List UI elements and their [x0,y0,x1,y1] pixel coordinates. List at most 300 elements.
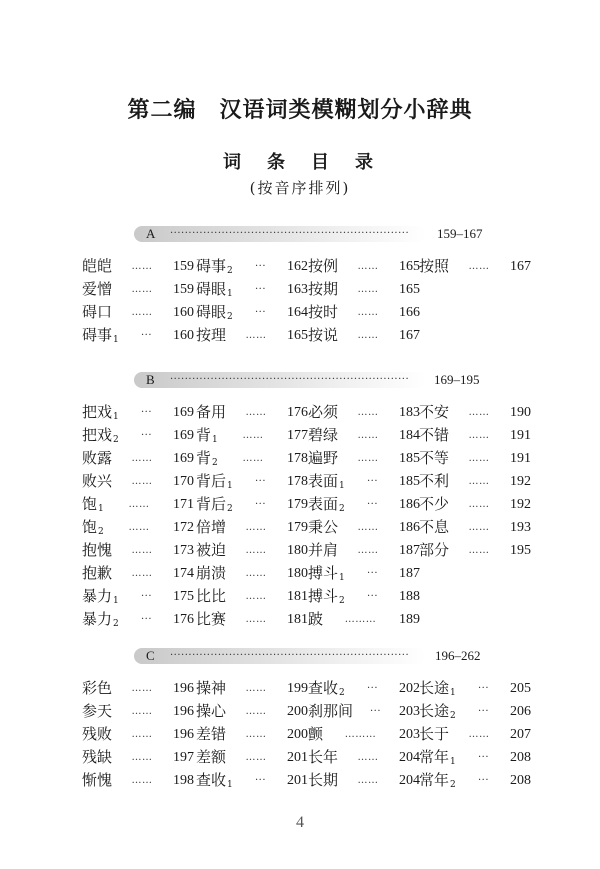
entry-word-text: 爱憎 [82,280,113,298]
entry-page: 196 [173,681,194,696]
section-page-range: 196–262 [435,648,481,663]
entry-word [419,493,449,516]
entry-word-text: 部分 [419,541,450,559]
entry-page: 160 [173,328,194,343]
entry-word [308,301,338,324]
entry-page: 177 [287,428,308,443]
entry-word [308,447,338,470]
entry-word [82,324,119,352]
entry-leader: …… [245,683,267,694]
entry-leader: …… [468,476,490,487]
entry-sense-number: 2 [450,780,456,790]
entry-word-text: 按时 [308,303,339,321]
entry-word-text: 表面 [308,472,339,490]
entry-page: 187 [399,543,420,558]
entry-page: 167 [510,259,531,274]
entry-page: 162 [287,259,308,274]
entry-sense-number: 1 [227,481,233,491]
entry-leader: …… [468,729,490,740]
index-entry [196,470,308,493]
index-entry [196,424,308,447]
entry-leader: ··· [254,775,267,786]
entry-word-text: 败露 [82,449,113,467]
entry-word-text: 按说 [308,326,339,344]
entry-leader: …… [131,545,153,556]
index-entry [308,516,420,539]
entry-leader: ··· [369,706,382,717]
entry-word [196,746,226,769]
entry-word-text: 碍眼 [196,303,227,321]
entry-word-text: 抱歉 [82,564,113,582]
entry-word-text: 不利 [419,472,450,490]
entry-word-text: 碍口 [82,303,113,321]
entry-leader: …… [357,775,379,786]
entry-leader: …… [357,261,379,272]
entry-word-text: 并肩 [308,541,339,559]
entry-word-text: 查收 [196,771,227,789]
index-entry [419,677,531,700]
entry-page: 205 [510,681,531,696]
entry-page: 169 [173,428,194,443]
entry-leader: ……… [344,614,377,625]
entry-page: 165 [287,328,308,343]
entry-sense-number: 1 [450,757,456,767]
entry-leader: …… [245,407,267,418]
entry-word [82,700,112,723]
index-entry [82,700,194,723]
entry-word [196,401,226,424]
entry-word-text: 惭愧 [82,771,113,789]
entry-leader: …… [131,476,153,487]
index-entry [196,539,308,562]
entry-page: 187 [399,566,420,581]
section-dot-leader: ································································· [170,650,410,661]
entry-page: 180 [287,566,308,581]
entry-word-text: 把戏 [82,426,113,444]
index-entry [82,516,194,539]
index-entry [308,324,420,347]
entry-word-text: 背 [196,449,212,467]
entry-leader: ··· [140,614,153,625]
index-entry [308,301,420,324]
entry-page: 208 [510,750,531,765]
entry-word-text: 饱 [82,495,98,513]
index-entry [82,401,194,424]
index-entry [308,539,420,562]
entry-page: 180 [287,543,308,558]
entry-leader: …… [131,683,153,694]
index-entry [196,401,308,424]
index-entry [419,424,531,447]
entry-leader: ··· [254,499,267,510]
entry-leader: …… [245,752,267,763]
entry-word-text: 搏斗 [308,564,339,582]
entry-page: 206 [510,704,531,719]
entry-page: 195 [510,543,531,558]
index-entry [82,677,194,700]
index-entry [419,700,531,723]
entry-word-text: 秉公 [308,518,339,536]
entry-leader: …… [131,307,153,318]
entry-leader: …… [357,430,379,441]
entry-leader: …… [245,591,267,602]
entry-leader: …… [357,407,379,418]
entry-page: 183 [399,405,420,420]
index-entry [82,255,194,278]
entry-leader: …… [357,545,379,556]
entry-word-text: 背后 [196,472,227,490]
section-page-range: 159–167 [437,226,483,241]
index-entry [419,493,531,516]
index-entry [308,562,420,585]
entry-page: 193 [510,520,531,535]
entry-leader: …… [357,752,379,763]
index-entry [82,562,194,585]
entry-page: 188 [399,589,420,604]
entry-word-text: 倍增 [196,518,227,536]
entry-sense-number: 1 [450,688,456,698]
entry-leader: ··· [477,775,490,786]
entry-page: 203 [399,727,420,742]
entry-word [196,324,226,347]
entry-leader: ··· [366,591,379,602]
entry-page: 185 [399,474,420,489]
entry-leader: ··· [140,591,153,602]
entry-word [196,700,226,723]
index-entry [308,677,420,700]
entry-word-text: 参天 [82,702,113,720]
entry-leader: …… [468,430,490,441]
entry-leader: ··· [140,430,153,441]
entry-word [308,723,323,746]
entry-leader: …… [468,453,490,464]
entry-leader: ··· [254,284,267,295]
index-entry [308,255,420,278]
entry-word [82,769,112,792]
entry-sense-number: 1 [227,289,233,299]
entry-page: 181 [287,589,308,604]
entry-leader: ··· [140,330,153,341]
entry-leader: ··· [254,307,267,318]
entry-page: 196 [173,727,194,742]
entry-word-text: 暴力 [82,587,113,605]
entry-word-text: 背后 [196,495,227,513]
entry-page: 198 [173,773,194,788]
entry-leader: ··· [477,706,490,717]
entry-word-text: 长期 [308,771,339,789]
entry-page: 189 [399,612,420,627]
entry-leader: …… [131,568,153,579]
entry-word-text: 按照 [419,257,450,275]
entry-word [82,723,112,746]
index-entry [82,424,194,447]
entry-leader: …… [245,729,267,740]
entry-leader: ··· [140,407,153,418]
entry-page: 171 [173,497,194,512]
section-letter: A [146,226,156,241]
entry-word-text: 彩色 [82,679,113,697]
entry-word [308,516,338,539]
entry-sense-number: 1 [113,596,119,606]
index-entry [308,608,420,631]
entry-word [82,562,112,585]
entry-leader: …… [468,522,490,533]
entry-word [308,255,338,278]
entry-page: 173 [173,543,194,558]
entry-leader: …… [131,453,153,464]
entry-word-text: 常年 [419,771,450,789]
entry-sense-number: 2 [98,527,104,537]
entry-leader: …… [131,284,153,295]
entry-leader: …… [131,261,153,272]
entry-leader: …… [245,706,267,717]
entry-page: 159 [173,259,194,274]
entry-word [82,301,112,324]
entry-word [308,769,338,792]
entry-word [308,608,323,631]
entry-word [308,746,338,769]
entry-page: 178 [287,474,308,489]
entry-word-text: 把戏 [82,403,113,421]
entry-word [82,447,112,470]
entry-leader: ……… [344,729,377,740]
entry-page: 186 [399,497,420,512]
entry-word [196,585,226,608]
entry-page: 204 [399,750,420,765]
entry-sense-number: 1 [339,573,345,583]
index-entry [82,278,194,301]
entry-word [419,447,449,470]
entry-sense-number: 1 [227,780,233,790]
entry-word-text: 比赛 [196,610,227,628]
index-entry [82,746,194,769]
section-dot-leader: ································································· [170,228,410,239]
entry-leader: …… [245,330,267,341]
entry-sense-number: 2 [227,266,233,276]
entry-leader: …… [468,407,490,418]
entry-leader: …… [245,545,267,556]
entry-word-text: 差额 [196,748,227,766]
entry-word-text: 抱愧 [82,541,113,559]
entry-page: 200 [287,727,308,742]
entry-page: 191 [510,451,531,466]
index-entry [196,608,308,631]
entry-word [82,539,112,562]
entry-page: 201 [287,750,308,765]
entry-word [196,677,226,700]
entry-page: 184 [399,428,420,443]
entry-word-text: 刹那间 [308,702,354,720]
index-entry [196,516,308,539]
entry-word [419,516,449,539]
entry-page: 179 [287,520,308,535]
section-letter: C [146,648,155,663]
index-entry [196,255,308,278]
index-entry [196,769,308,792]
entry-word [82,608,119,636]
index-entry [82,324,194,347]
index-entry [308,278,420,301]
entry-word-text: 长途 [419,679,450,697]
entry-leader: …… [245,614,267,625]
section-dot-leader: ································································· [170,374,410,385]
index-entry [196,700,308,723]
entry-word-text: 长于 [419,725,450,743]
index-entry [82,769,194,792]
entry-word [308,324,338,347]
entry-word-text: 操心 [196,702,227,720]
index-entry [308,723,420,746]
entry-word-text: 不息 [419,518,450,536]
entry-page: 208 [510,773,531,788]
index-entry [419,746,531,769]
entry-word-text: 遍野 [308,449,339,467]
entry-page: 192 [510,497,531,512]
entry-leader: …… [128,522,150,533]
entry-leader: …… [128,499,150,510]
entry-page: 190 [510,405,531,420]
entry-page: 164 [287,305,308,320]
index-entry [196,447,308,470]
entry-leader: ··· [366,683,379,694]
entry-leader: …… [245,522,267,533]
entry-word-text: 碍事 [82,326,113,344]
entry-word-text: 差错 [196,725,227,743]
entry-page: 159 [173,282,194,297]
entry-word [196,723,226,746]
index-entry [196,723,308,746]
entry-word [196,562,226,585]
index-entry [82,608,194,631]
entry-word-text: 残缺 [82,748,113,766]
index-entry [308,746,420,769]
entry-leader: …… [357,284,379,295]
index-entry [308,447,420,470]
entry-word [82,278,112,301]
entry-word-text: 残败 [82,725,113,743]
entry-leader: …… [131,752,153,763]
entry-word [82,470,112,493]
entry-word-text: 碍眼 [196,280,227,298]
entry-sense-number: 2 [450,711,456,721]
entry-sense-number: 2 [227,504,233,514]
index-entry [419,401,531,424]
entry-leader: …… [468,545,490,556]
main-title: 第二编 汉语词类模糊划分小辞典 [127,97,473,123]
entry-sense-number: 2 [227,312,233,322]
entry-sense-number: 1 [339,481,345,491]
index-entry [308,424,420,447]
index-entry [419,769,531,792]
entry-word-text: 不少 [419,495,450,513]
entry-page: 200 [287,704,308,719]
index-entry [196,278,308,301]
entry-page: 170 [173,474,194,489]
entry-page: 175 [173,589,194,604]
section-page-range: 169–195 [434,372,480,387]
entry-word [419,539,449,562]
entry-page: 204 [399,773,420,788]
index-entry [419,255,531,278]
index-entry [196,301,308,324]
entry-leader: ··· [477,752,490,763]
entry-word-text: 碧绿 [308,426,339,444]
entry-word [419,401,449,424]
entry-sense-number: 1 [113,335,119,345]
subtitle: 词 条 目 录 [223,152,377,173]
entry-word-text: 暴力 [82,610,113,628]
entry-sense-number: 2 [339,504,345,514]
entry-page: 166 [399,305,420,320]
index-entry [82,539,194,562]
index-entry [196,324,308,347]
entry-page: 165 [399,282,420,297]
entry-page: 192 [510,474,531,489]
entry-leader: …… [245,568,267,579]
entry-word [308,700,353,723]
entry-word-text: 查收 [308,679,339,697]
entry-word [82,677,112,700]
entry-word [419,470,449,493]
entry-word [82,255,112,278]
entry-page: 174 [173,566,194,581]
section-letter: B [146,372,155,387]
index-entry [82,447,194,470]
entry-word [419,769,456,797]
index-entry [196,677,308,700]
entry-word-text: 搏斗 [308,587,339,605]
entry-word [308,401,338,424]
entry-leader: ··· [366,499,379,510]
entry-page: 169 [173,405,194,420]
entry-leader: …… [242,453,264,464]
entry-page: 165 [399,259,420,274]
entry-leader: …… [131,706,153,717]
entry-page: 207 [510,727,531,742]
entry-page: 176 [173,612,194,627]
entry-word-text: 跛 [308,610,324,628]
entry-page: 196 [173,704,194,719]
entry-word-text: 败兴 [82,472,113,490]
index-entry [419,723,531,746]
entry-word-text: 皑皑 [82,257,113,275]
entry-leader: …… [468,499,490,510]
entry-word-text: 按例 [308,257,339,275]
entry-word-text: 表面 [308,495,339,513]
entry-word-text: 碍事 [196,257,227,275]
entry-page: 169 [173,451,194,466]
sort-note: (按音序排列) [249,179,351,197]
entry-leader: …… [357,453,379,464]
entry-sense-number: 2 [212,458,218,468]
entry-page: 186 [399,520,420,535]
entry-word-text: 崩溃 [196,564,227,582]
index-entry [308,493,420,516]
entry-sense-number: 2 [339,596,345,606]
index-entry [419,539,531,562]
entry-page: 163 [287,282,308,297]
index-entry [82,585,194,608]
entry-word-text: 长途 [419,702,450,720]
entry-word [419,424,449,447]
entry-word-text: 被迫 [196,541,227,559]
entry-page: 201 [287,773,308,788]
entry-leader: …… [131,775,153,786]
entry-sense-number: 1 [98,504,104,514]
entry-page: 167 [399,328,420,343]
entry-page: 185 [399,451,420,466]
entry-leader: …… [468,261,490,272]
